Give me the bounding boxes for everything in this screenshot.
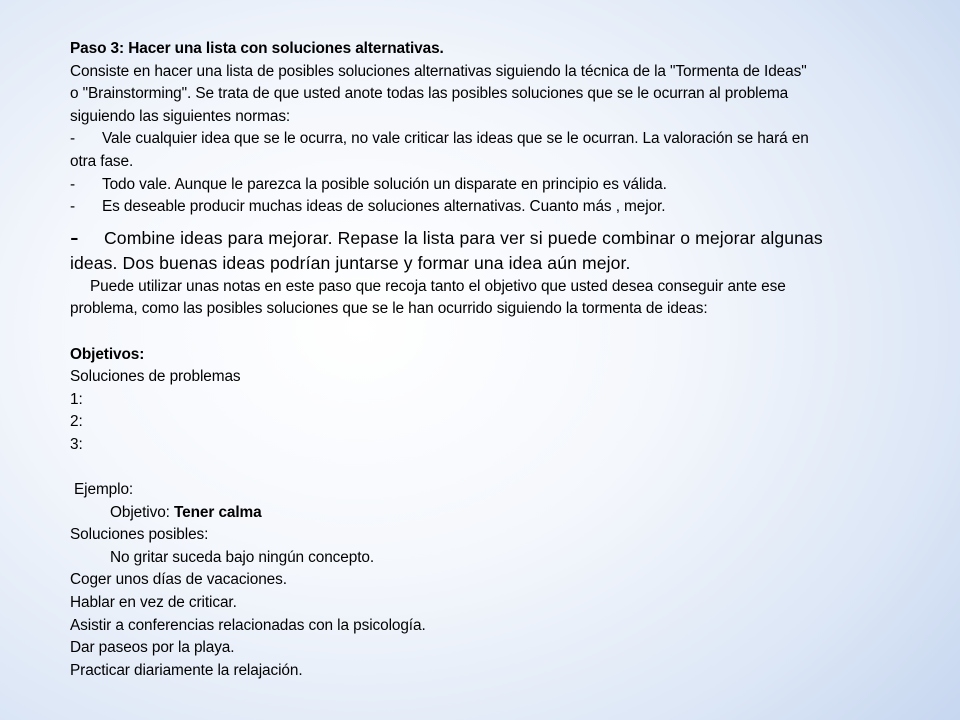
rule-1 — [70, 128, 910, 173]
numbered-item-1: 1: — [70, 390, 83, 408]
rule-1-text: Vale cualquier idea que se le ocurra, no vale criticar las ideas que se le ocurran. La valoración se hará en — [102, 130, 809, 148]
example-solutions-label: Soluciones posibles: — [70, 526, 209, 544]
example-solution-5: Dar paseos por la playa. — [70, 639, 235, 657]
numbered-item-3: 3: — [70, 435, 83, 453]
slide-content — [70, 38, 910, 682]
example-solution-4: Asistir a conferencias relacionadas con la psicología. — [70, 616, 426, 634]
rule-3-text: Es deseable producir muchas ideas de soluciones alternativas. Cuanto más , mejor. — [102, 198, 666, 216]
rule-combine-text: Combine ideas para mejorar. Repase la lista para ver si puede combinar o mejorar algunas — [104, 227, 823, 248]
notes-line-1: Puede utilizar unas notas en este paso que recoja tanto el objetivo que usted desea conseguir ante ese — [90, 277, 786, 295]
example-label: Ejemplo: — [74, 481, 134, 499]
intro-line-3: siguiendo las siguientes normas: — [70, 107, 291, 125]
rule-2-dash: - — [70, 175, 76, 193]
objectives-heading: Objetivos: — [70, 345, 145, 363]
example-solution-3: Hablar en vez de criticar. — [70, 594, 237, 612]
rule-combine — [70, 221, 910, 276]
rule-1-dash: - — [70, 130, 76, 148]
example-solution-1: No gritar suceda bajo ningún concepto. — [110, 548, 375, 566]
example-objective-value: Tener calma — [174, 503, 262, 521]
intro-line-2: o "Brainstorming". Se trata de que usted anote todas las posibles soluciones que se le ocurran al problema — [70, 85, 789, 103]
example-solution-2: Coger unos días de vacaciones. — [70, 571, 287, 589]
rule-1-continuation: otra fase. — [70, 152, 134, 170]
rule-2-text: Todo vale. Aunque le parezca la posible solución un disparate en principio es válida. — [102, 175, 667, 193]
rule-3-dash: - — [70, 198, 76, 216]
solutions-of-problems-label: Soluciones de problemas — [70, 368, 241, 386]
example-objective — [70, 502, 910, 525]
rule-3 — [70, 196, 910, 219]
rule-2 — [70, 174, 910, 197]
intro-line-1: Consiste en hacer una lista de posibles soluciones alternativas siguiendo la técnica de la "Tormenta de Ideas" — [70, 62, 807, 80]
spacer — [70, 457, 910, 480]
rule-combine-continuation: ideas. Dos buenas ideas podrían juntarse y formar una idea aún mejor. — [70, 252, 631, 273]
example-objective-label: Objetivo: — [110, 503, 175, 521]
slide-title: Paso 3: Hacer una lista con soluciones alternativas. — [70, 40, 444, 57]
rule-combine-dash: - — [70, 221, 79, 252]
spacer — [70, 321, 910, 344]
notes-line-2: problema, como las posibles soluciones que se le han ocurrido siguiendo la tormenta de ideas: — [70, 300, 708, 318]
numbered-item-2: 2: — [70, 413, 83, 431]
example-solution-6: Practicar diariamente la relajación. — [70, 661, 303, 679]
